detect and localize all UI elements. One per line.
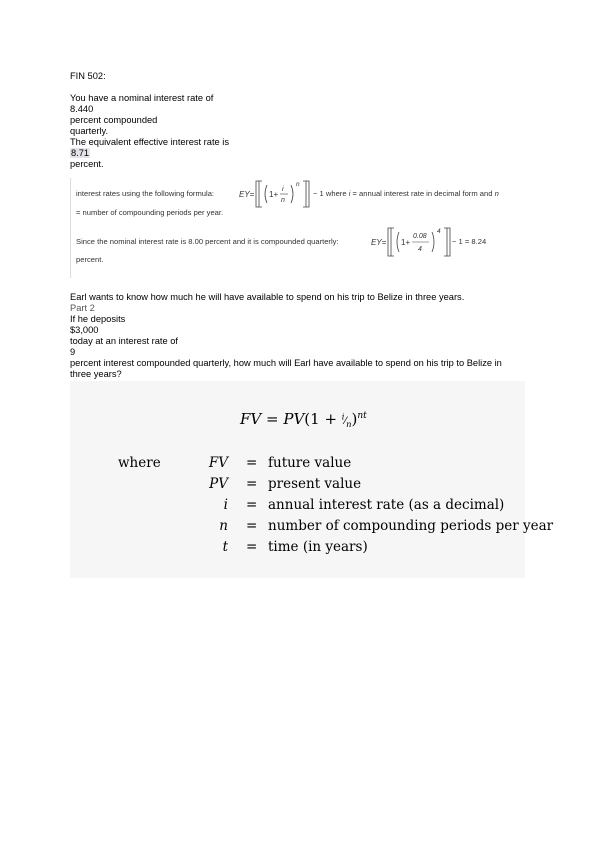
def-symbol: FV [208, 455, 228, 471]
q1-answer: 8.71 [71, 148, 90, 158]
fv-main-formula: FV = $PV(1 + ^i⁄_n)^{nt}$ [240, 410, 367, 429]
def-desc: number of compounding periods per year [268, 518, 554, 534]
def-symbol: PV [209, 476, 228, 492]
def-desc: present value [268, 476, 362, 492]
def-equals: = [246, 518, 258, 534]
explanation-line2: = number of compounding periods per year. [76, 208, 224, 217]
formula-minus: − 1 where [313, 189, 347, 198]
q1-line7: percent. [70, 159, 104, 169]
calc-one: 1+ [401, 238, 411, 247]
explanation-box [70, 178, 531, 278]
formula-lhs: EY= [239, 190, 255, 199]
def-symbol: n [219, 518, 228, 534]
q1-line3: percent compounded [70, 115, 158, 125]
fv-formula-box [70, 381, 554, 578]
def-equals: = [246, 497, 258, 513]
calc-exp: 4 [437, 228, 441, 235]
q1-line4: quarterly. [70, 126, 109, 136]
q2-deposit: $3,000 [70, 325, 99, 335]
def-equals: = [246, 539, 258, 555]
calc-prefix: Since the nominal interest rate is 8.00 percent and it is compounded quarterly: [76, 237, 339, 246]
formula-one: 1+ [269, 190, 279, 199]
def-symbol: i [223, 497, 228, 513]
q2-line5: today at an interest rate of [70, 336, 179, 346]
q2-rate: 9 [70, 347, 76, 357]
q2-line1: Earl wants to know how much he will have available to spend on his trip to Belize in three years. [70, 292, 465, 302]
formula-i: i [282, 186, 284, 193]
course-title: FIN 502: [70, 71, 106, 81]
formula-exp: n [296, 181, 300, 188]
def-desc: annual interest rate (as a decimal) [268, 497, 505, 513]
explanation-line1-suffix: = annual interest rate in decimal form and [352, 189, 493, 198]
q2-line7: percent interest compounded quarterly, how much will Earl have available to spend on his trip to Belize in [70, 358, 502, 368]
calc-num: 0.08 [413, 233, 427, 240]
q1-line1: You have a nominal interest rate of [70, 93, 214, 103]
explanation-line1-prefix: interest rates using the following formula: [76, 189, 215, 198]
formula-n: n [281, 197, 285, 204]
calc-den: 4 [418, 246, 422, 253]
formula-var-n: n [494, 189, 499, 198]
def-equals: = [246, 455, 258, 471]
formula-var-i: i [348, 189, 351, 198]
calc-suffix: percent. [76, 255, 104, 264]
calc-lhs: EY= [371, 238, 387, 247]
q2-part: Part 2 [70, 303, 95, 313]
q1-line5: The equivalent effective interest rate is [70, 137, 229, 147]
def-desc: future value [268, 455, 352, 471]
q1-rate: 8.440 [70, 104, 94, 114]
def-desc: time (in years) [268, 539, 368, 555]
where-label: where [118, 455, 161, 471]
q2-line3: If he deposits [70, 314, 126, 324]
calc-result: − 1 = 8.24 [452, 237, 487, 246]
def-symbol: t [222, 539, 228, 555]
q2-line8: three years? [70, 369, 122, 379]
def-equals: = [246, 476, 258, 492]
